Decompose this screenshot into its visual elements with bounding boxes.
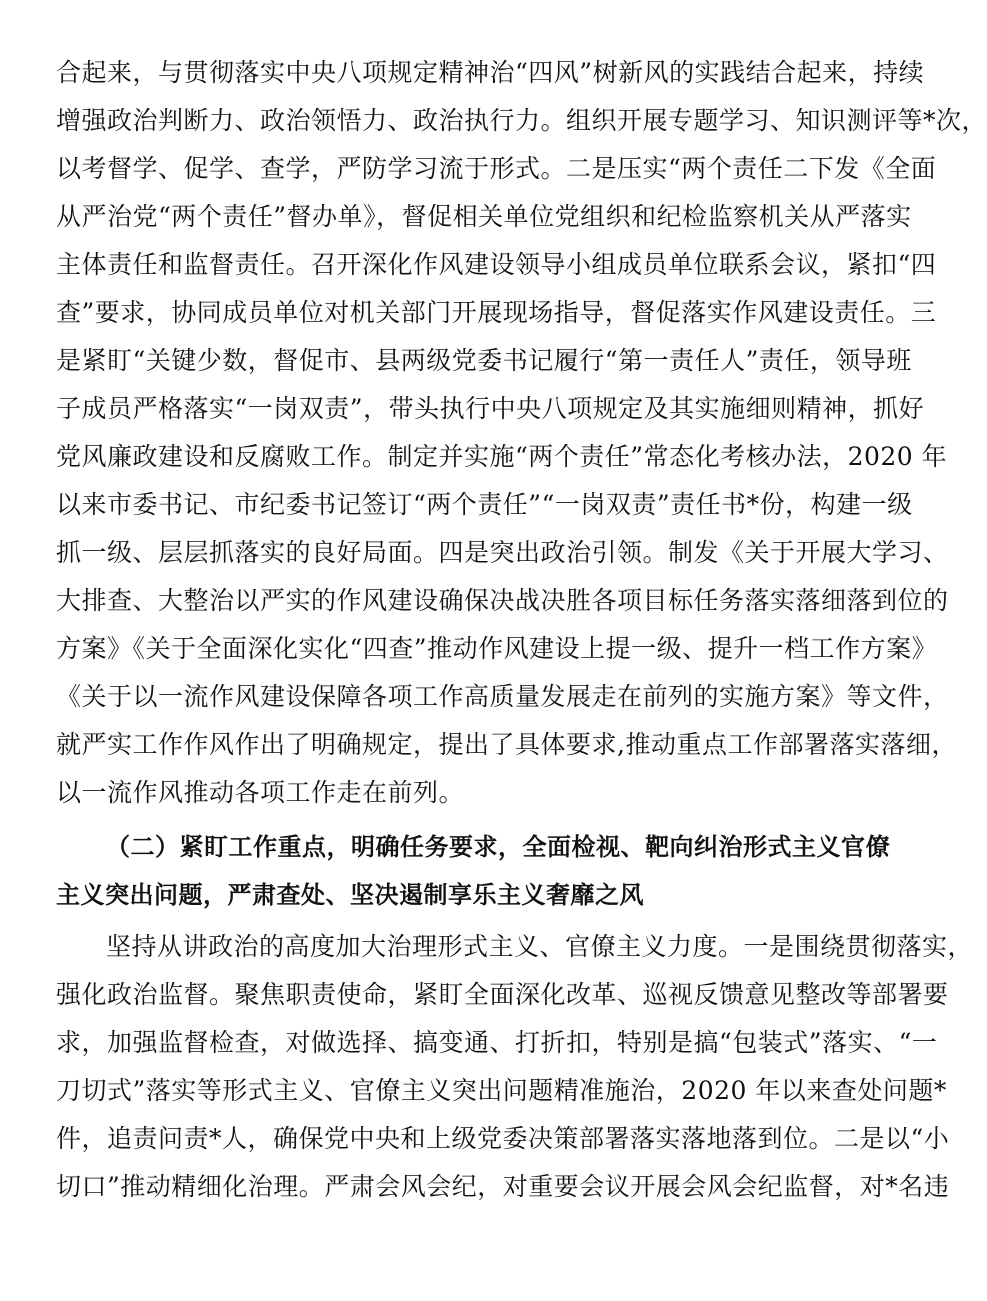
- text-line: 求，加强监督检查，对做选择、搞变通、打折扣，特别是搞“包装式”落实、“一: [56, 1028, 938, 1057]
- text-line: 方案》《关于全面深化实化“四查”推动作风建设上提一级、提升一档工作方案》: [56, 634, 938, 663]
- text-line: 以来市委书记、市纪委书记签订“两个责任”“一岗双责”责任书*份，构建一级: [56, 490, 913, 519]
- text-line: 大排查、大整治以严实的作风建设确保决战决胜各项目标任务落实落细落到位的: [56, 586, 949, 615]
- text-line: 切口”推动精细化治理。严肃会风会纪，对重要会议开展会风会纪监督，对*名违: [56, 1172, 950, 1201]
- text-line: 子成员严格落实“一岗双责”，带头执行中央八项规定及其实施细则精神，抓好: [56, 394, 925, 423]
- text-line: 件，追责问责*人，确保党中央和上级党委决策部署落实落地落到位。二是以“小: [56, 1124, 950, 1153]
- text-line: 《关于以一流作风建设保障各项工作高质量发展走在前列的实施方案》等文件，: [56, 682, 949, 711]
- text-line: 强化政治监督。聚焦职责使命，紧盯全面深化改革、巡视反馈意见整改等部署要: [56, 980, 949, 1009]
- text-line: 以一流作风推动各项工作走在前列。: [56, 778, 465, 807]
- heading-line: （二）紧盯工作重点，明确任务要求，全面检视、靶向纠治形式主义官僚: [106, 833, 890, 861]
- text-line: 就严实工作作风作出了明确规定，提出了具体要求,推动重点工作部署落实落细，: [56, 730, 957, 759]
- text-line: 查”要求，协同成员单位对机关部门开展现场指导，督促落实作风建设责任。三: [56, 298, 937, 327]
- text-line: 抓一级、层层抓落实的良好局面。四是突出政治引领。制发《关于开展大学习、: [56, 538, 949, 567]
- text-line: 坚持从讲政治的高度加大治理形式主义、官僚主义力度。一是围绕贯彻落实，: [106, 932, 974, 961]
- heading-line: 主义突出问题，严肃查处、坚决遏制享乐主义奢靡之风: [56, 881, 644, 909]
- text-line: 主体责任和监督责任。召开深化作风建设领导小组成员单位联系会议，紧扣“四: [56, 250, 937, 279]
- text-line: 合起来，与贯彻落实中央八项规定精神治“四风”树新风的实践结合起来，持续: [56, 58, 925, 87]
- text-line: 增强政治判断力、政治领悟力、政治执行力。组织开展专题学习、知识测评等*次，: [56, 106, 987, 135]
- text-line: 以考督学、促学、查学，严防学习流于形式。二是压实“两个责任二下发《全面: [56, 154, 937, 183]
- text-line: 从严治党“两个责任”督办单》，督促相关单位党组织和纪检监察机关从严落实: [56, 202, 912, 231]
- text-line: 刀切式”落实等形式主义、官僚主义突出问题精准施治，2020 年以来查处问题*: [56, 1076, 947, 1105]
- text-line: 党风廉政建设和反腐败工作。制定并实施“两个责任”常态化考核办法，2020 年: [56, 442, 948, 471]
- text-line: 是紧盯“关键少数，督促市、县两级党委书记履行“第一责任人”责任，领导班: [56, 346, 912, 375]
